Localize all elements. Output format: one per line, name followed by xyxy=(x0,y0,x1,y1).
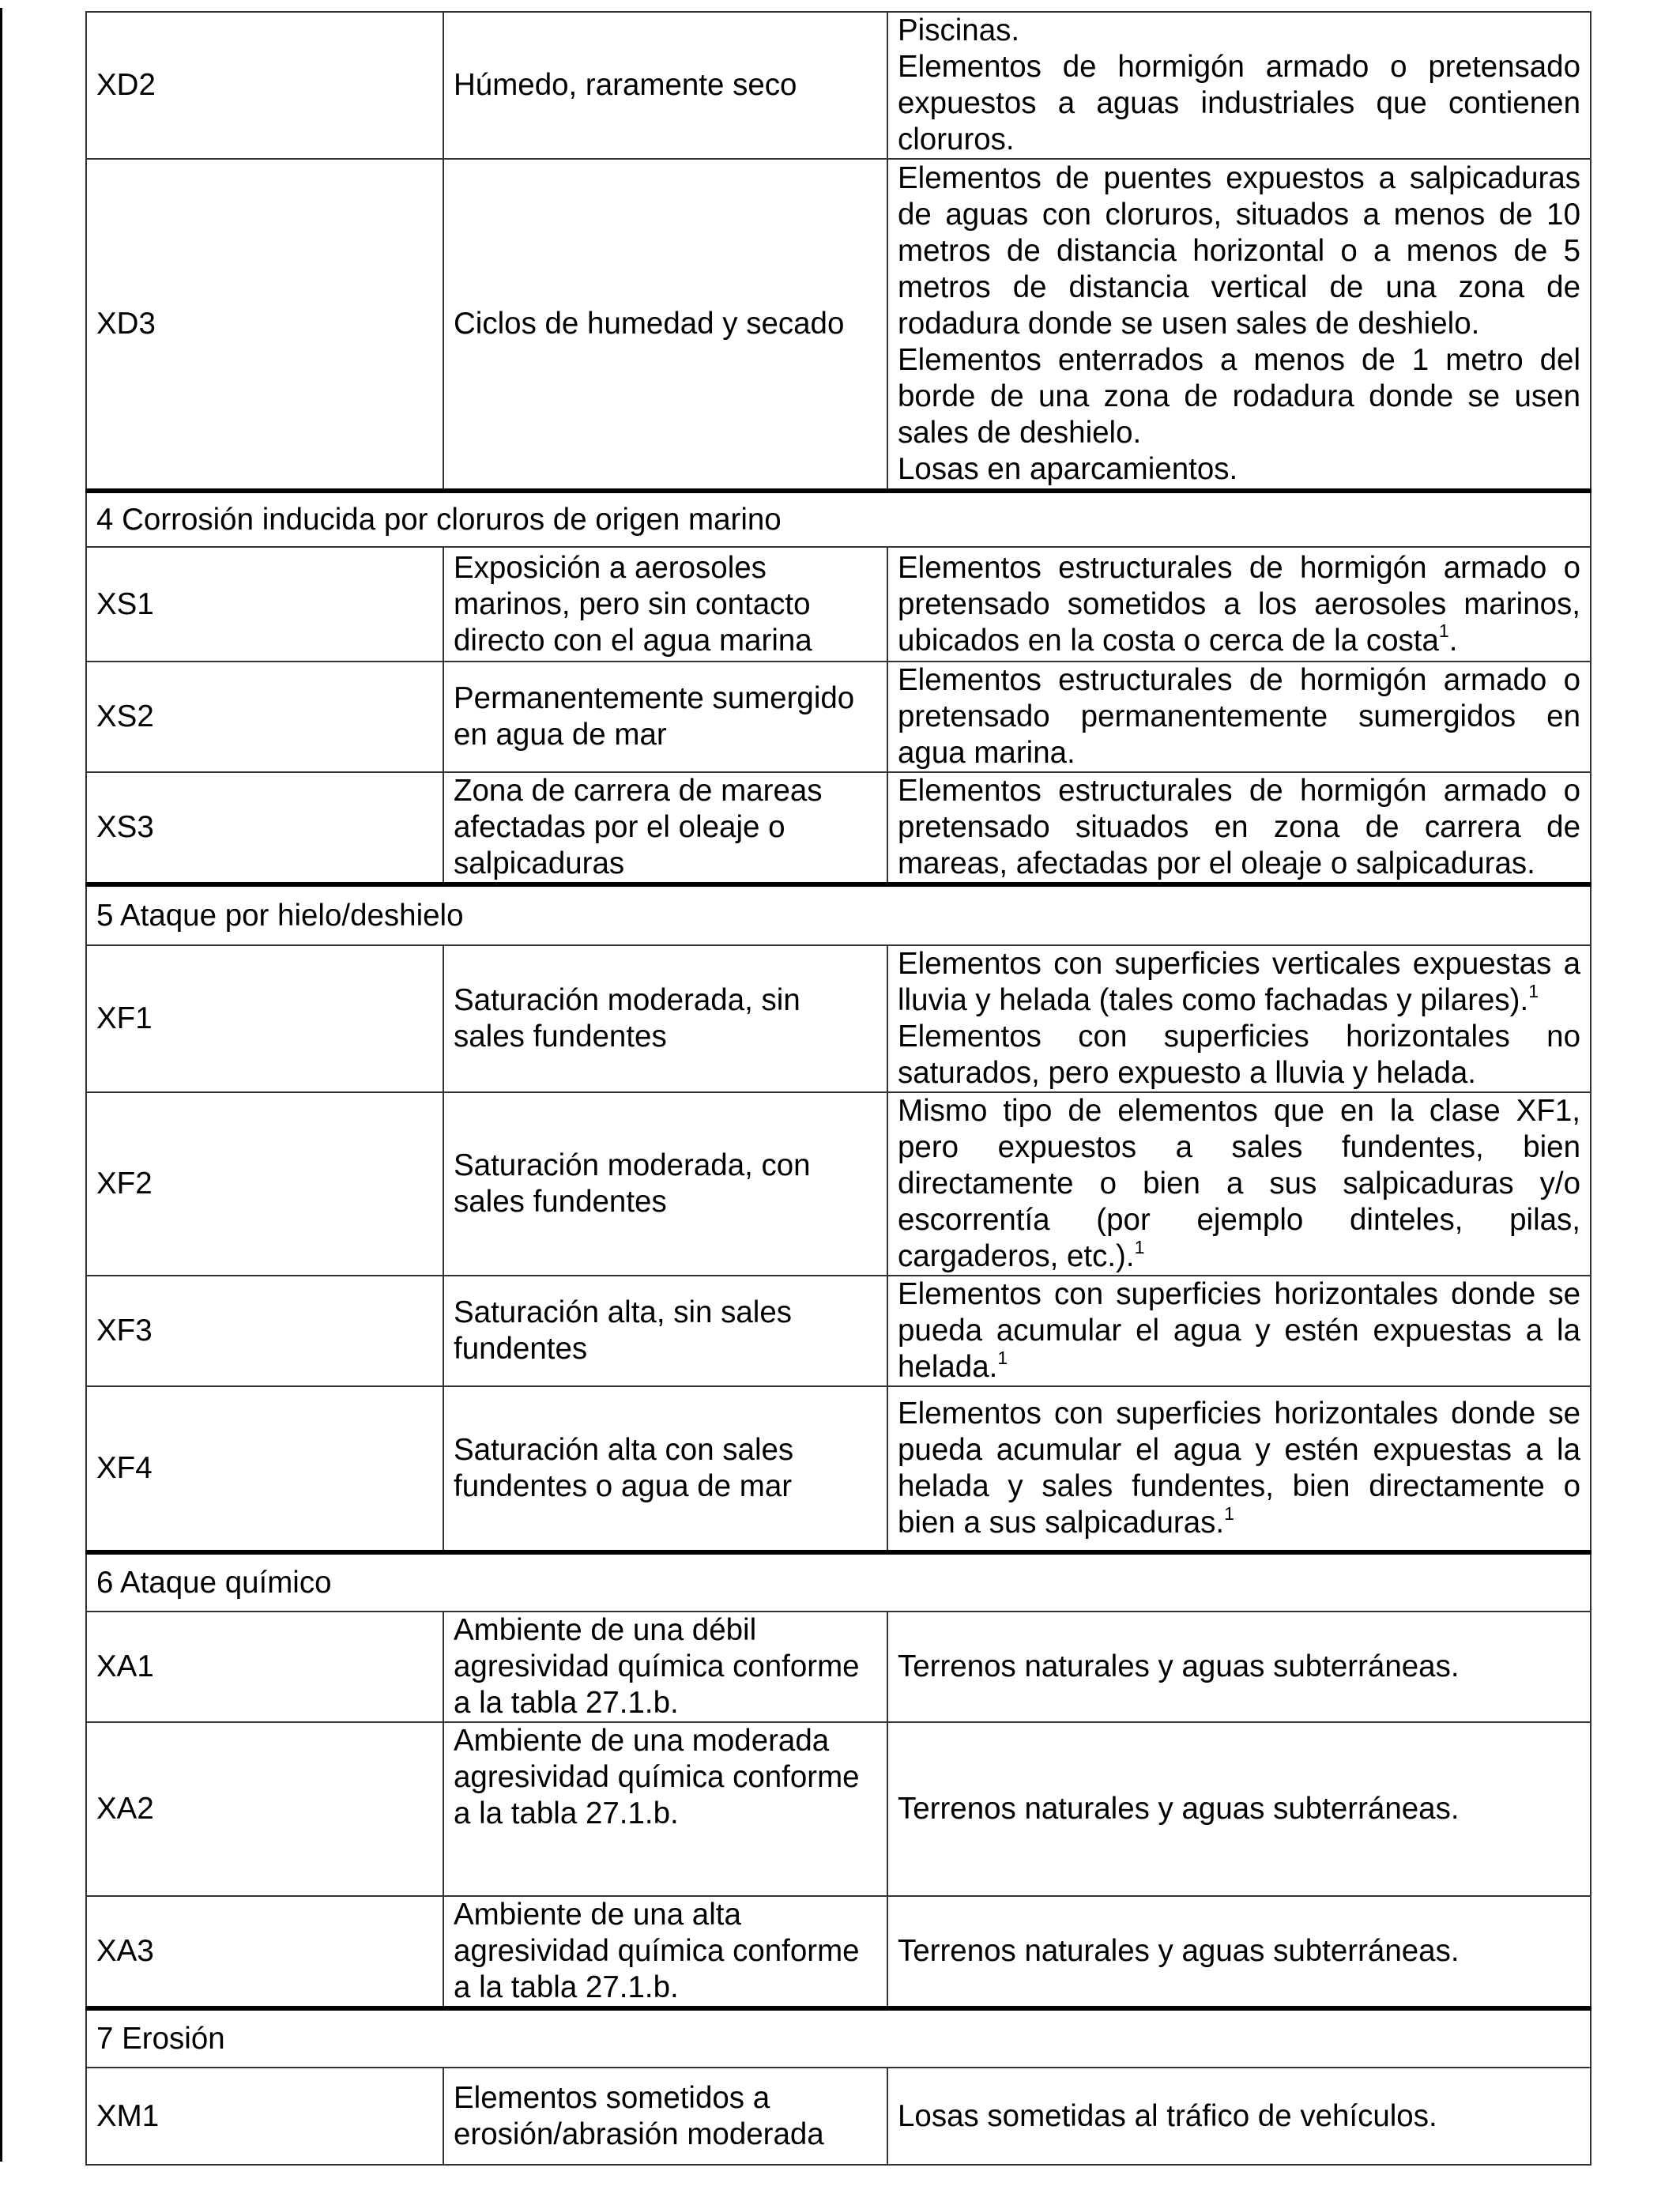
exposure-examples xyxy=(887,12,1591,159)
exposure-examples xyxy=(887,1722,1591,1896)
example-text-body: Elementos con superficies horizontales no saturados, pero expuesto a lluvia y helada. xyxy=(898,1020,1580,1090)
group-header-row xyxy=(86,1552,1591,1612)
example-text xyxy=(898,160,1580,342)
exposure-examples xyxy=(887,159,1591,491)
exposure-class-code: XS3 xyxy=(86,772,443,884)
exposure-examples xyxy=(887,772,1591,884)
example-text-suffix: . xyxy=(1448,623,1458,658)
exposure-examples xyxy=(887,547,1591,662)
exposure-class-code: XD2 xyxy=(86,12,443,159)
example-text-body: Terrenos naturales y aguas subterráneas. xyxy=(898,1934,1460,1968)
example-text xyxy=(898,342,1580,451)
table-row xyxy=(86,1276,1591,1386)
group-header-label: 5 Ataque por hielo/deshielo xyxy=(86,884,1591,945)
page-edge-line xyxy=(0,8,2,2162)
example-text-body: Losas en aparcamientos. xyxy=(898,452,1238,486)
exposure-designation: Saturación alta con sales fundentes o agua de mar xyxy=(443,1386,887,1552)
example-text-body: Terrenos naturales y aguas subterráneas. xyxy=(898,1649,1460,1683)
exposure-examples xyxy=(887,2068,1591,2165)
example-text xyxy=(898,1933,1580,1970)
exposure-examples xyxy=(887,1386,1591,1552)
exposure-designation: Zona de carrera de mareas afectadas por el oleaje o salpicaduras xyxy=(443,772,887,884)
exposure-examples xyxy=(887,1896,1591,2008)
table-row xyxy=(86,662,1591,772)
exposure-designation: Ambiente de una débil agresividad química conforme a la tabla 27.1.b. xyxy=(443,1612,887,1722)
footnote-marker: 1 xyxy=(1528,980,1539,1001)
example-text xyxy=(898,1396,1580,1541)
exposure-class-code: XA2 xyxy=(86,1722,443,1896)
exposure-designation: Permanentemente sumergido en agua de mar xyxy=(443,662,887,772)
exposure-designation: Saturación moderada, con sales fundentes xyxy=(443,1092,887,1276)
example-text-body: Elementos con superficies horizontales donde se pueda acumular el agua y estén expuestas a la helada. xyxy=(898,1277,1580,1384)
exposure-designation: Ambiente de una alta agresividad química conforme a la tabla 27.1.b. xyxy=(443,1896,887,2008)
exposure-class-code: XS1 xyxy=(86,547,443,662)
table-row xyxy=(86,1896,1591,2008)
example-text xyxy=(898,1276,1580,1385)
example-text xyxy=(898,1093,1580,1275)
example-text-body: Elementos enterrados a menos de 1 metro del borde de una zona de rodadura donde se usen sales de deshielo. xyxy=(898,343,1580,450)
exposure-classes-table xyxy=(85,11,1591,2166)
footnote-marker: 1 xyxy=(1134,1236,1145,1257)
exposure-class-code: XD3 xyxy=(86,159,443,491)
example-text-body: Elementos estructurales de hormigón armado o pretensado permanentemente sumergidos en agua marina. xyxy=(898,663,1580,770)
footnote-marker: 1 xyxy=(1224,1502,1234,1524)
table-row xyxy=(86,2068,1591,2165)
exposure-class-code: XA1 xyxy=(86,1612,443,1722)
exposure-class-code: XM1 xyxy=(86,2068,443,2165)
exposure-examples xyxy=(887,662,1591,772)
example-text xyxy=(898,451,1580,488)
group-header-label: 7 Erosión xyxy=(86,2008,1591,2068)
exposure-designation: Elementos sometidos a erosión/abrasión moderada xyxy=(443,2068,887,2165)
example-text-body: Elementos con superficies horizontales donde se pueda acumular el agua y estén expuestas a la helada y sales fundentes, bien directamente o bien a sus salpicaduras. xyxy=(898,1397,1580,1540)
exposure-examples xyxy=(887,1612,1591,1722)
example-text xyxy=(898,49,1580,158)
group-header-label: 4 Corrosión inducida por cloruros de origen marino xyxy=(86,491,1591,547)
exposure-class-code: XF1 xyxy=(86,945,443,1092)
exposure-class-code: XS2 xyxy=(86,662,443,772)
exposure-class-code: XA3 xyxy=(86,1896,443,2008)
group-header-row xyxy=(86,884,1591,945)
example-text-body: Elementos estructurales de hormigón armado o pretensado situados en zona de carrera de mareas, afectadas por el oleaje o salpicaduras. xyxy=(898,774,1580,880)
example-text-body: Terrenos naturales y aguas subterráneas. xyxy=(898,1792,1460,1826)
exposure-examples xyxy=(887,1092,1591,1276)
example-text xyxy=(898,13,1580,49)
table-row xyxy=(86,159,1591,491)
exposure-designation: Exposición a aerosoles marinos, pero sin contacto directo con el agua marina xyxy=(443,547,887,662)
example-text xyxy=(898,773,1580,882)
footnote-marker: 1 xyxy=(1438,620,1449,642)
exposure-examples xyxy=(887,1276,1591,1386)
table-row xyxy=(86,945,1591,1092)
table-row xyxy=(86,12,1591,159)
table-body xyxy=(86,12,1591,2165)
example-text xyxy=(898,662,1580,771)
example-text xyxy=(898,1791,1580,1827)
table-row xyxy=(86,547,1591,662)
exposure-designation: Ciclos de humedad y secado xyxy=(443,159,887,491)
exposure-designation: Húmedo, raramente seco xyxy=(443,12,887,159)
exposure-examples xyxy=(887,945,1591,1092)
group-header-row xyxy=(86,2008,1591,2068)
exposure-class-code: XF3 xyxy=(86,1276,443,1386)
exposure-class-code: XF4 xyxy=(86,1386,443,1552)
example-text xyxy=(898,946,1580,1019)
example-text xyxy=(898,550,1580,659)
footnote-marker: 1 xyxy=(997,1347,1008,1368)
example-text-body: Piscinas. xyxy=(898,13,1020,47)
group-header-row xyxy=(86,491,1591,547)
example-text xyxy=(898,1019,1580,1091)
table-row xyxy=(86,1722,1591,1896)
table-row xyxy=(86,1612,1591,1722)
example-text-body: Elementos de hormigón armado o pretensado expuestos a aguas industriales que contienen cloruros. xyxy=(898,50,1580,156)
table-row xyxy=(86,772,1591,884)
example-text xyxy=(898,2098,1580,2135)
exposure-designation: Saturación alta, sin sales fundentes xyxy=(443,1276,887,1386)
example-text-body: Elementos con superficies verticales expuestas a lluvia y helada (tales como fachadas y pilares). xyxy=(898,947,1580,1017)
exposure-designation: Ambiente de una moderada agresividad química conforme a la tabla 27.1.b. xyxy=(443,1722,887,1896)
example-text-body: Losas sometidas al tráfico de vehículos. xyxy=(898,2098,1437,2133)
example-text-body: Elementos de puentes expuestos a salpicaduras de aguas con cloruros, situados a menos de 10 metros de distancia horizontal o a menos de 5 metros de distancia vertical de una zona de rodadura donde se usen sales de deshielo. xyxy=(898,161,1580,341)
exposure-designation: Saturación moderada, sin sales fundentes xyxy=(443,945,887,1092)
table-row xyxy=(86,1386,1591,1552)
example-text-body: Elementos estructurales de hormigón armado o pretensado sometidos a los aerosoles marinos, ubicados en la costa o cerca de la costa xyxy=(898,550,1580,658)
example-text-body: Mismo tipo de elementos que en la clase XF1, pero expuestos a sales fundentes, bien directamente o bien a sus salpicaduras y/o escorrentía (por ejemplo dinteles, pilas, cargaderos, etc.). xyxy=(898,1094,1580,1273)
table-row xyxy=(86,1092,1591,1276)
group-header-label: 6 Ataque químico xyxy=(86,1552,1591,1612)
example-text xyxy=(898,1649,1580,1685)
exposure-class-code: XF2 xyxy=(86,1092,443,1276)
